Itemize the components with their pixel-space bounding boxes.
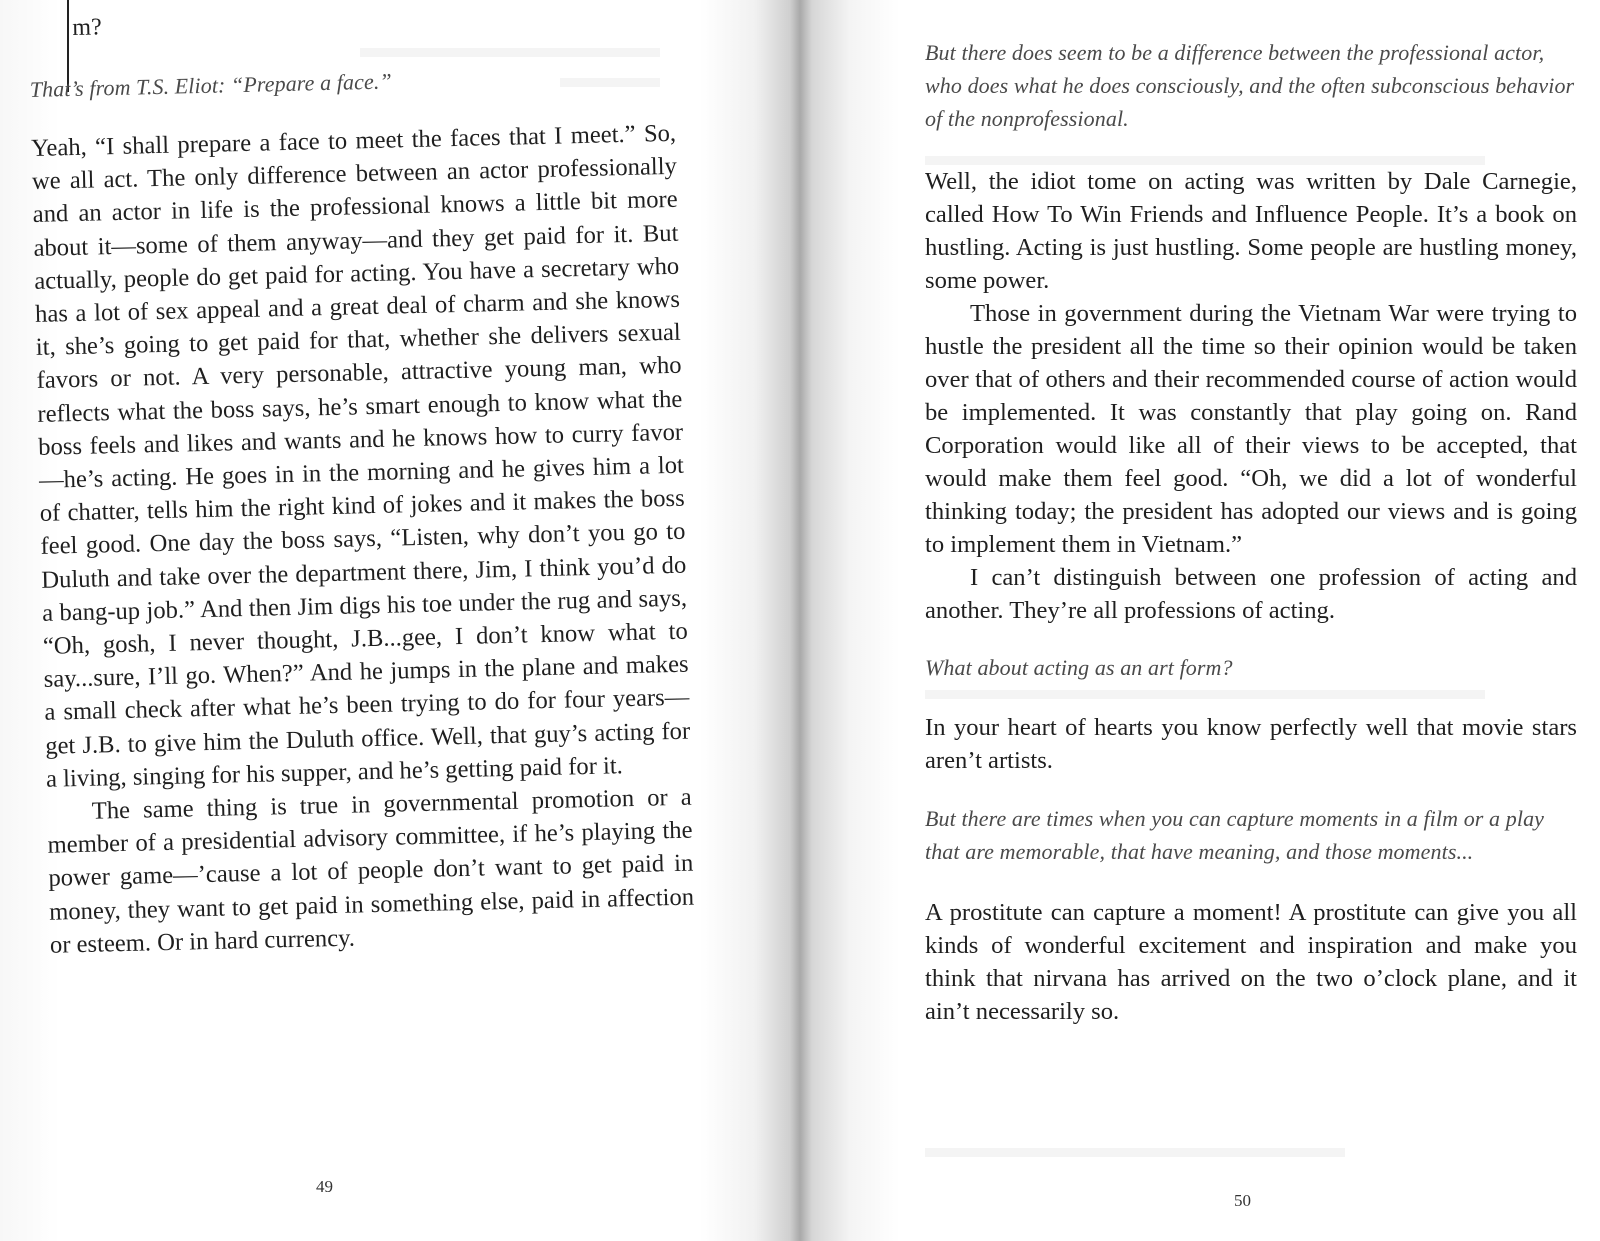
answer-text xyxy=(925,896,1577,1028)
interviewer-question: That’s from T.S. Eliot: “Prepare a face.” xyxy=(29,68,393,102)
question-fragment: m? xyxy=(72,14,102,41)
interviewer-question: What about acting as an art form? xyxy=(925,655,1233,680)
page-number: 49 xyxy=(316,1177,333,1196)
show-through-line xyxy=(925,1148,1345,1157)
answer-text xyxy=(925,165,1577,627)
right-page xyxy=(805,0,1600,1241)
answer-paragraph: In your heart of hearts you know perfectly well that movie stars aren’t artists. xyxy=(925,714,1577,774)
interviewer-question: But there does seem to be a difference between the professional actor, who does what he does consciously, and the often subconscious behavior of the nonprofessional. xyxy=(925,40,1575,131)
right-page-text xyxy=(925,36,1577,1028)
answer-text xyxy=(925,711,1577,777)
left-page xyxy=(0,0,790,1241)
answer-paragraph: I can’t distinguish between one profession of acting and another. They’re all professions of acting. xyxy=(925,564,1577,624)
left-page-text xyxy=(28,0,695,962)
answer-text xyxy=(31,117,695,962)
answer-paragraph: Those in government during the Vietnam War were trying to hustle the president all the time so their opinion would be taken over that of others and their recommended course of action would be implemented. It was constantly that play going on. Rand Corporation would like all of their views to be accepted, that would make them feel good. “Oh, we did a lot of wonderful thinking today; the president has adopted our views and is going to implement them in Vietnam.” xyxy=(925,300,1577,558)
answer-paragraph: A prostitute can capture a moment! A prostitute can give you all kinds of wonderful excitement and inspiration and make you think that nirvana has arrived on the two o’clock plane, and it ain’t necessarily so. xyxy=(925,899,1577,1025)
answer-paragraph: Yeah, “I shall prepare a face to meet the faces that I meet.” So, we all act. The only difference between an actor professionally and an actor in life is the professional knows a little bit more about it—some of them anyway—and they get paid for it. But actually, people do get paid for acting. You have a secretary who has a lot of sex appeal and a great deal of charm and she knows it, she’s going to get paid for that, whether she delivers sexual favors or not. A very personable, attractive young man, who reflects what the boss says, he’s smart enough to know what the boss feels and likes and wants and he knows how to curry favor—he’s acting. He goes in in the morning and he gives him a lot of chatter, tells him the right kind of jokes and it makes the boss feel good. One day the boss says, “Listen, why don’t you go to Duluth and take over the department there, Jim, I think you’d do a bang-up job.” And then Jim digs his toe under the rug and says, “Oh, gosh, I never thought, J.B...gee, I don’t know what to say...sure, I’ll go. When?” And he jumps in the plane and makes a small check after what he’s been trying to do for four years—get J.B. to give him the Duluth office. Well, that guy’s acting for a living, singing for his supper, and he’s getting paid for it. xyxy=(30,119,691,793)
answer-paragraph: The same thing is true in governmental promotion or a member of a presidential advisory committee, if he’s playing the power game—’cause a lot of people don’t want to get paid in money, they want to get paid in something else, paid in affection or esteem. Or in hard currency. xyxy=(47,783,695,959)
interviewer-question: But there are times when you can capture moments in a film or a play that are memorable, that have meaning, and those moments... xyxy=(925,806,1545,864)
page-number: 50 xyxy=(1234,1191,1251,1210)
answer-paragraph: Well, the idiot tome on acting was written by Dale Carnegie, called How To Win Friends and Influence People. It’s a book on hustling. Acting is just hustling. Some people are hustling money, some power. xyxy=(925,168,1577,294)
